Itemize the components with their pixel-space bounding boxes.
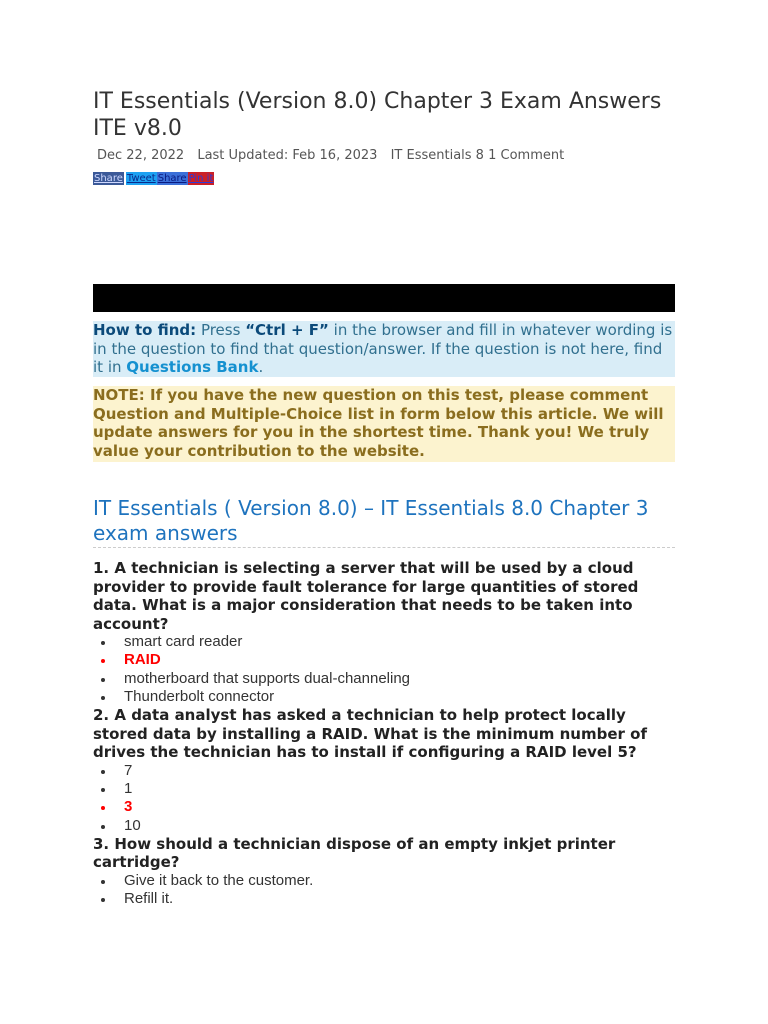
correct-answer-option: RAID	[93, 651, 675, 669]
answer-option: 7	[93, 762, 675, 780]
share-buttons	[93, 172, 214, 185]
last-updated: Last Updated: Feb 16, 2023	[197, 148, 378, 163]
question-text: 2. A data analyst has asked a technician to help protect locally stored data by installing a RAID. What is the minimum number of drives the technician has to install if configuring a RAID level 5?	[93, 706, 647, 762]
how-to-find-label: How to find:	[93, 321, 197, 339]
questions-bank-link[interactable]: Questions Bank	[126, 358, 259, 376]
post-date: Dec 22, 2022	[97, 148, 185, 163]
how-to-end: .	[258, 358, 264, 376]
page-title: IT Essentials (Version 8.0) Chapter 3 Exam Answers ITE v8.0	[93, 89, 662, 141]
option-list	[93, 872, 675, 909]
correct-answer-option: 3	[93, 798, 675, 816]
answer-option: Thunderbolt connector	[93, 688, 675, 706]
question-text: 1. A technician is selecting a server that will be used by a cloud provider to provide fault tolerance for large quantities of stored data. What is a major consideration that needs to be taken into account?	[93, 559, 639, 633]
twitter-tweet-button[interactable]: Tweet	[126, 173, 156, 184]
pinterest-pin-button[interactable]: Pin it	[188, 173, 214, 184]
how-to-find-text: in the browser and fill in whatever wording is in the question to find that question/answer. If the question is not here, find it in	[93, 321, 673, 376]
post-meta	[97, 147, 564, 164]
facebook-share-button[interactable]: Share	[94, 173, 123, 184]
answer-option: Give it back to the customer.	[93, 872, 675, 890]
question-text: 3. How should a technician dispose of an empty inkjet printer cartridge?	[93, 834, 616, 872]
note-box: NOTE: If you have the new question on this test, please comment Question and Multiple-Choice list in form below this article. We will update answers for you in the shortest time. Thank you! We truly value your contribution to the website.	[93, 386, 675, 462]
shortcut-keys: “Ctrl + F”	[245, 321, 329, 339]
share-button[interactable]: Share	[157, 173, 187, 184]
answer-option: motherboard that supports dual-channeling	[93, 670, 675, 688]
option-list	[93, 633, 675, 706]
category-link[interactable]: IT Essentials 8	[390, 148, 484, 163]
how-to-find-box	[93, 321, 675, 377]
section-title: IT Essentials ( Version 8.0) – IT Essentials 8.0 Chapter 3 exam answers	[93, 496, 675, 548]
option-list	[93, 762, 675, 835]
ad-banner	[93, 284, 675, 312]
comments-link[interactable]: 1 Comment	[488, 148, 565, 163]
answer-option: Refill it.	[93, 890, 675, 908]
answer-option: 10	[93, 817, 675, 835]
questions-list	[93, 559, 675, 908]
answer-option: smart card reader	[93, 633, 675, 651]
answer-option: 1	[93, 780, 675, 798]
how-to-press-text: Press	[196, 321, 246, 339]
